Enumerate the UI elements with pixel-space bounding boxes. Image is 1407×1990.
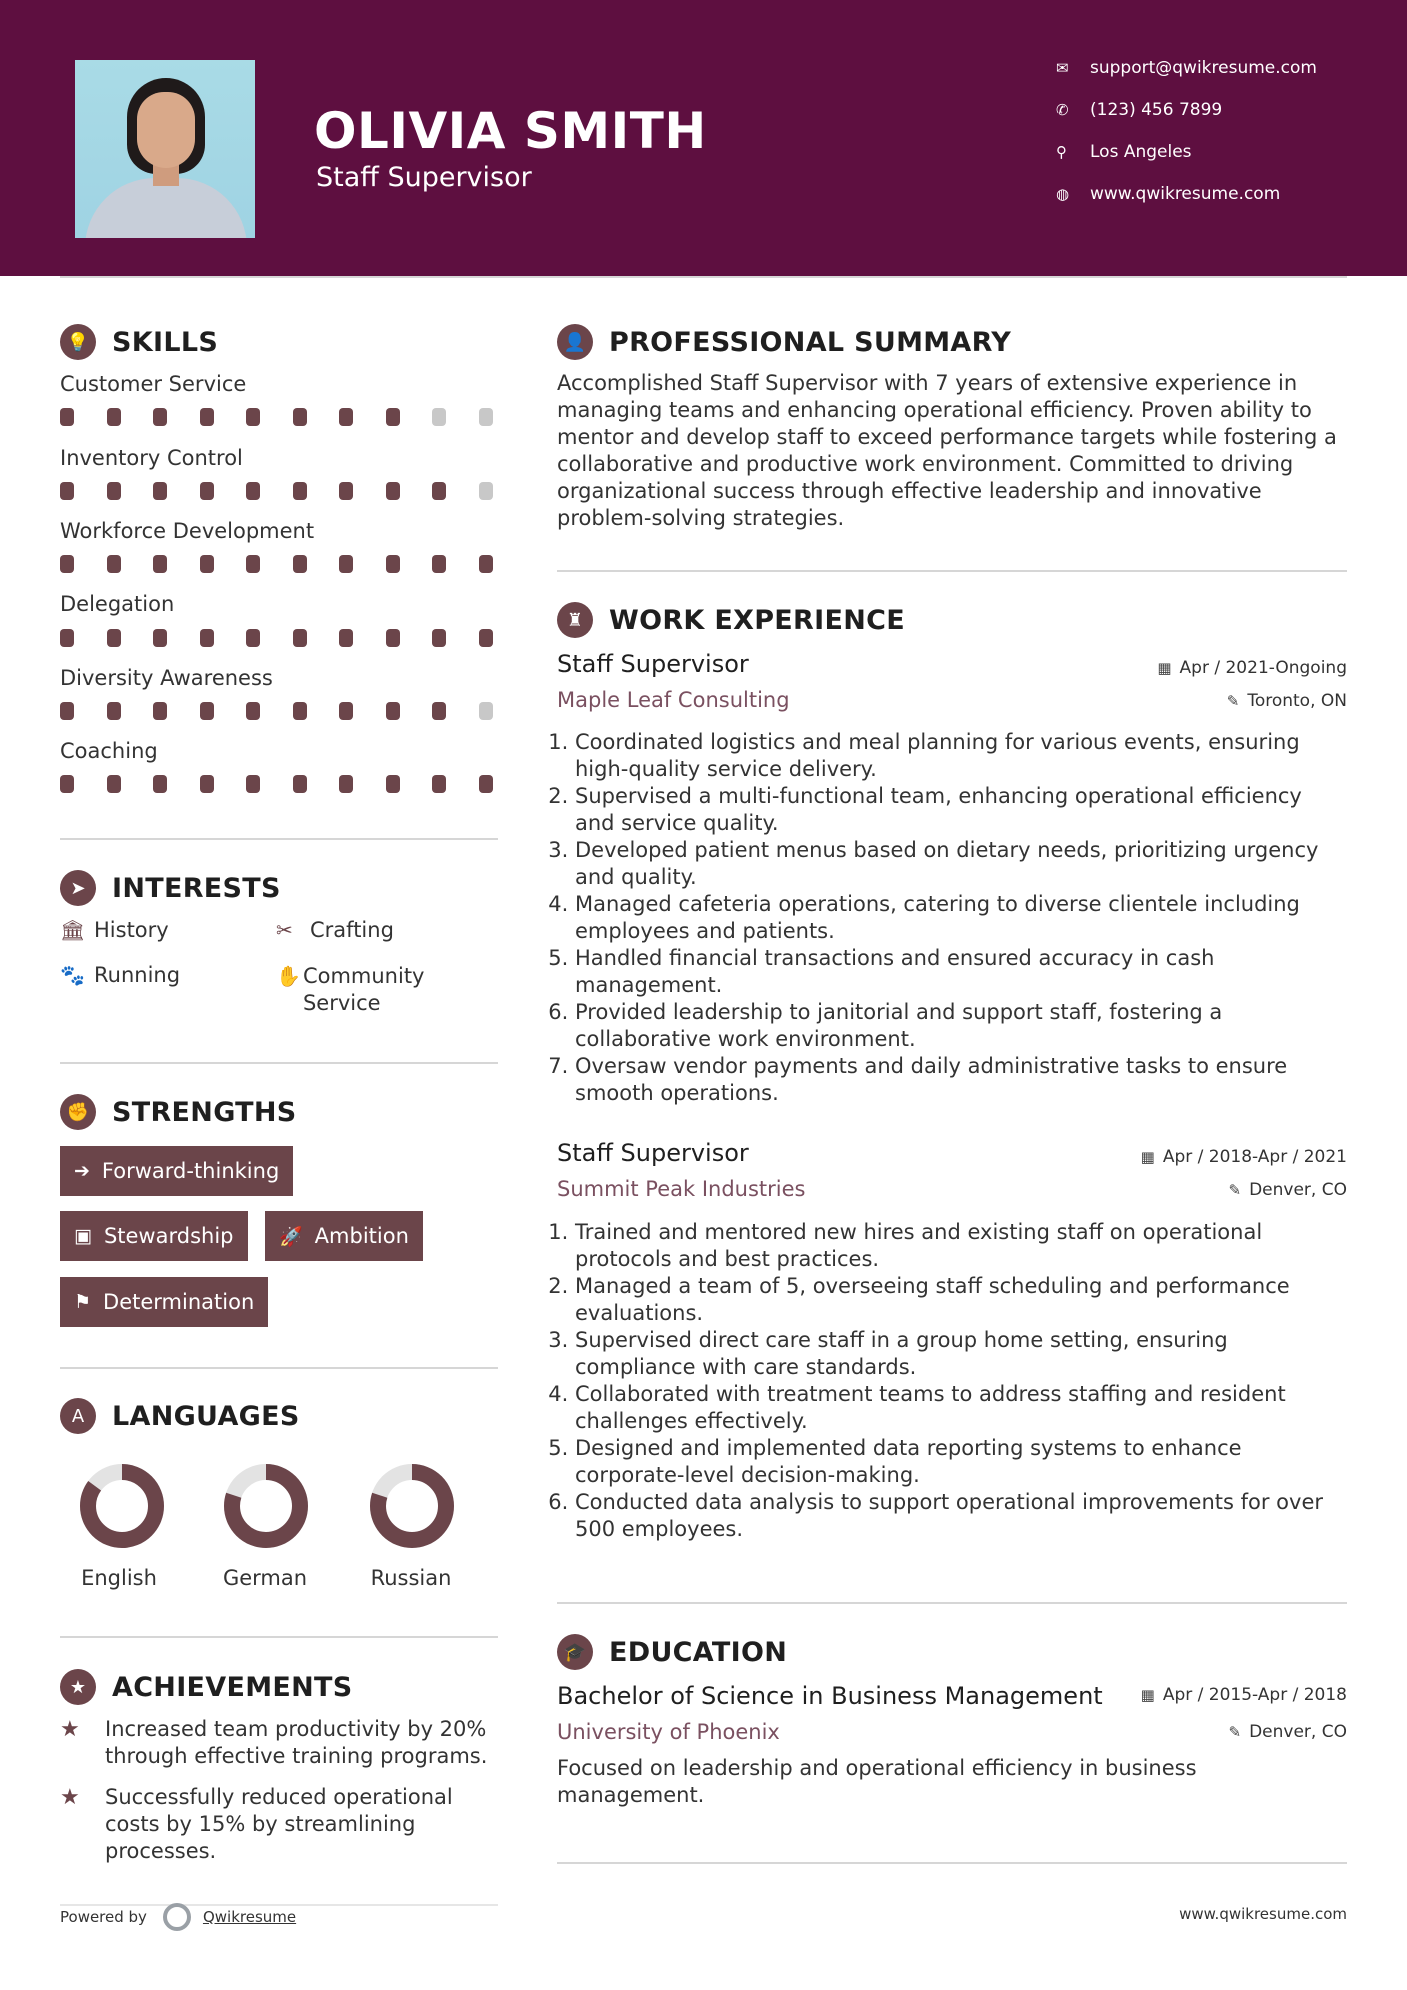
- list-item: 6. Provided leadership to janitorial and support staff, fostering a collaborative work environment.: [575, 999, 1347, 1053]
- calendar-icon: ▦: [1157, 659, 1172, 677]
- list-item: 2. Managed a team of 5, overseeing staff scheduling and performance evaluations.: [575, 1273, 1347, 1327]
- rating-dot-filled: [153, 482, 167, 500]
- pushpin-icon: ✎: [1228, 1723, 1242, 1741]
- rating-dot-filled: [339, 702, 353, 720]
- fist-icon: ✊: [60, 1094, 96, 1130]
- rating-dot-filled: [386, 408, 400, 426]
- skills-heading: 💡 SKILLS: [60, 324, 218, 360]
- rating-dot-filled: [479, 775, 493, 793]
- skill-rating: [60, 702, 500, 720]
- candidate-title: Staff Supervisor: [316, 162, 532, 193]
- rating-dot-filled: [107, 482, 121, 500]
- degree-title: Bachelor of Science in Business Management: [557, 1682, 1103, 1710]
- rating-dot-filled: [153, 555, 167, 573]
- lightbulb-icon: 💡: [60, 324, 96, 360]
- rating-dot-filled: [386, 629, 400, 647]
- rating-dot-filled: [246, 482, 260, 500]
- rating-dot-filled: [60, 555, 74, 573]
- header-divider: [60, 276, 1347, 278]
- office-chair-icon: ♜: [557, 602, 593, 638]
- rating-dot-filled: [293, 775, 307, 793]
- map-pin-icon: ⚲: [1056, 143, 1067, 161]
- strengths-heading: ✊ STRENGTHS: [60, 1094, 297, 1130]
- rating-dot-filled: [339, 775, 353, 793]
- rating-dot-filled: [107, 629, 121, 647]
- company-name: Maple Leaf Consulting: [557, 688, 790, 712]
- list-item: 1. Coordinated logistics and meal planning for various events, ensuring high-quality service delivery.: [575, 729, 1347, 783]
- strength-tag: ⚑ Determination: [60, 1277, 268, 1327]
- rating-dot-filled: [432, 482, 446, 500]
- rating-dot-filled: [432, 629, 446, 647]
- skill-rating: [60, 408, 500, 426]
- rating-dot-filled: [293, 482, 307, 500]
- skill-rating: [60, 629, 500, 647]
- school-name: University of Phoenix: [557, 1720, 780, 1744]
- skill-rating: [60, 775, 500, 793]
- rating-dot-filled: [479, 555, 493, 573]
- interest-item: 🏛 History: [60, 918, 169, 942]
- language-icon: A: [60, 1398, 96, 1434]
- star-badge-icon: ★: [60, 1669, 96, 1705]
- brand-link[interactable]: Qwikresume: [202, 1908, 297, 1926]
- resume-header: [0, 0, 1407, 276]
- job-location: ✎ Toronto, ON: [1226, 691, 1347, 711]
- summary-heading: 👤 PROFESSIONAL SUMMARY: [557, 324, 1011, 360]
- rating-dot-filled: [200, 629, 214, 647]
- skill-rating: [60, 482, 500, 500]
- list-item: 4. Collaborated with treatment teams to address staffing and resident challenges effectively.: [575, 1381, 1347, 1435]
- arrow-right-icon: ➔: [74, 1160, 90, 1182]
- paper-plane-icon: ➤: [60, 870, 96, 906]
- skill-name: Inventory Control: [60, 446, 243, 470]
- rating-dot-empty: [479, 482, 493, 500]
- rating-dot-filled: [339, 555, 353, 573]
- skill-rating: [60, 555, 500, 573]
- rating-dot-filled: [293, 702, 307, 720]
- rating-dot-filled: [246, 775, 260, 793]
- scissors-icon: ✂: [276, 918, 293, 942]
- job-dates: ▦ Apr / 2021-Ongoing: [1157, 658, 1347, 678]
- rating-dot-filled: [107, 408, 121, 426]
- rocket-icon: 🚀: [279, 1225, 303, 1248]
- list-item: 3. Supervised direct care staff in a group home setting, ensuring compliance with care standards.: [575, 1327, 1347, 1381]
- job-bullets: [557, 729, 1347, 1107]
- language-ring: [364, 1458, 460, 1554]
- rating-dot-filled: [386, 775, 400, 793]
- powered-by: Powered by Qwikresume: [60, 1903, 296, 1931]
- rating-dot-filled: [60, 702, 74, 720]
- rating-dot-empty: [479, 702, 493, 720]
- rating-dot-filled: [60, 775, 74, 793]
- globe-icon: ◍: [1056, 185, 1070, 203]
- list-item: 2. Supervised a multi-functional team, enhancing operational efficiency and service quality.: [575, 783, 1347, 837]
- rating-dot-filled: [293, 629, 307, 647]
- rating-dot-filled: [200, 482, 214, 500]
- education-heading: 🎓 EDUCATION: [557, 1634, 787, 1670]
- achievement-item: ★ Successfully reduced operational costs by 15% by streamlining processes.: [60, 1785, 453, 1863]
- list-item: 7. Oversaw vendor payments and daily administrative tasks to ensure smooth operations.: [575, 1053, 1347, 1107]
- rating-dot-filled: [107, 702, 121, 720]
- rating-dot-filled: [479, 629, 493, 647]
- rating-dot-filled: [432, 702, 446, 720]
- candidate-name: OLIVIA SMITH: [314, 102, 707, 160]
- rating-dot-filled: [246, 629, 260, 647]
- rating-dot-filled: [60, 482, 74, 500]
- contact-website[interactable]: ◍ www.qwikresume.com: [1056, 184, 1281, 204]
- contact-phone[interactable]: ✆ (123) 456 7899: [1056, 100, 1223, 120]
- rating-dot-filled: [246, 702, 260, 720]
- calendar-icon: ▦: [1140, 1686, 1155, 1704]
- museum-icon: 🏛: [60, 918, 86, 942]
- skill-name: Customer Service: [60, 372, 247, 396]
- rating-dot-filled: [246, 555, 260, 573]
- rating-dot-filled: [153, 775, 167, 793]
- user-icon: 👤: [557, 324, 593, 360]
- rating-dot-filled: [60, 629, 74, 647]
- rating-dot-filled: [200, 555, 214, 573]
- strength-tag: ▣ Stewardship: [60, 1211, 248, 1261]
- job-location: ✎ Denver, CO: [1228, 1180, 1347, 1200]
- paw-icon: 🐾: [60, 963, 85, 987]
- star-icon: ★: [60, 1785, 80, 1810]
- rating-dot-empty: [479, 408, 493, 426]
- job-bullets: [557, 1219, 1347, 1543]
- job-title: Staff Supervisor: [557, 650, 749, 678]
- hand-icon: ✋: [276, 964, 301, 988]
- skill-name: Delegation: [60, 592, 175, 616]
- calendar-icon: ▦: [1140, 1148, 1155, 1166]
- section-divider: [60, 1636, 498, 1638]
- rating-dot-filled: [60, 408, 74, 426]
- strength-tag: ➔ Forward-thinking: [60, 1146, 293, 1196]
- job-title: Staff Supervisor: [557, 1139, 749, 1167]
- list-item: 5. Designed and implemented data reporting systems to enhance corporate-level decision-making.: [575, 1435, 1347, 1489]
- list-item: 1. Trained and mentored new hires and existing staff on operational protocols and best practices.: [575, 1219, 1347, 1273]
- rating-dot-filled: [107, 555, 121, 573]
- rating-dot-filled: [153, 702, 167, 720]
- section-divider: [60, 1062, 498, 1064]
- interest-item: 🐾 Running: [60, 963, 181, 987]
- languages-heading: A LANGUAGES: [60, 1398, 300, 1434]
- achievements-heading: ★ ACHIEVEMENTS: [60, 1669, 353, 1705]
- footer-site-link[interactable]: www.qwikresume.com: [1179, 1905, 1347, 1923]
- section-divider: [60, 838, 498, 840]
- language-ring: [218, 1458, 314, 1554]
- rating-dot-filled: [339, 482, 353, 500]
- achievement-item: ★ Increased team productivity by 20% through effective training programs.: [60, 1717, 488, 1768]
- interests-heading: ➤ INTERESTS: [60, 870, 281, 906]
- rating-dot-filled: [200, 408, 214, 426]
- rating-dot-filled: [339, 408, 353, 426]
- list-item: 6. Conducted data analysis to support operational improvements for over 500 employees.: [575, 1489, 1347, 1543]
- education-dates: ▦ Apr / 2015-Apr / 2018: [1140, 1685, 1347, 1705]
- experience-heading: ♜ WORK EXPERIENCE: [557, 602, 905, 638]
- rating-dot-filled: [153, 629, 167, 647]
- education-location: ✎ Denver, CO: [1228, 1722, 1347, 1742]
- rating-dot-filled: [200, 702, 214, 720]
- rating-dot-filled: [246, 408, 260, 426]
- rating-dot-filled: [153, 408, 167, 426]
- phone-icon: ✆: [1056, 101, 1069, 119]
- rating-dot-filled: [386, 555, 400, 573]
- pushpin-icon: ✎: [1228, 1181, 1242, 1199]
- contact-location: ⚲ Los Angeles: [1056, 142, 1192, 162]
- qwikresume-logo-icon: [163, 1903, 191, 1931]
- rating-dot-filled: [293, 555, 307, 573]
- section-divider: [60, 1367, 498, 1369]
- rating-dot-empty: [432, 408, 446, 426]
- strength-tag: 🚀 Ambition: [265, 1211, 423, 1261]
- skill-name: Workforce Development: [60, 519, 315, 543]
- rating-dot-filled: [200, 775, 214, 793]
- education-text: Focused on leadership and operational efficiency in business management.: [557, 1756, 1197, 1807]
- rating-dot-filled: [432, 555, 446, 573]
- briefcase-icon: ▣: [74, 1225, 92, 1247]
- language-name: Russian: [370, 1566, 452, 1590]
- skill-name: Diversity Awareness: [60, 666, 273, 690]
- rating-dot-filled: [107, 775, 121, 793]
- summary-text: Accomplished Staff Supervisor with 7 years of extensive experience in managing teams and enhancing operational efficiency. Proven ability to mentor and develop staff to exceed performance targets while fostering a collaborative and productive work environment. Committed to driving organizational success through effective leadership and innovative problem-solving strategies.: [557, 371, 1337, 530]
- rating-dot-filled: [386, 482, 400, 500]
- rating-dot-filled: [432, 775, 446, 793]
- interest-item: ✂ Crafting: [276, 918, 394, 942]
- list-item: 4. Managed cafeteria operations, catering to diverse clientele including employees and patients.: [575, 891, 1347, 945]
- flag-icon: ⚑: [74, 1291, 92, 1313]
- graduation-icon: 🎓: [557, 1634, 593, 1670]
- list-item: 3. Developed patient menus based on dietary needs, prioritizing urgency and quality.: [575, 837, 1347, 891]
- language-name: German: [222, 1566, 308, 1590]
- rating-dot-filled: [293, 408, 307, 426]
- company-name: Summit Peak Industries: [557, 1177, 806, 1201]
- rating-dot-filled: [339, 629, 353, 647]
- list-item: 5. Handled financial transactions and ensured accuracy in cash management.: [575, 945, 1347, 999]
- star-icon: ★: [60, 1717, 80, 1742]
- interest-item: ✋ Community Service: [276, 964, 425, 1015]
- profile-photo: [75, 60, 255, 238]
- rating-dot-filled: [386, 702, 400, 720]
- language-name: English: [81, 1566, 157, 1590]
- envelope-icon: ✉: [1056, 59, 1069, 77]
- job-dates: ▦ Apr / 2018-Apr / 2021: [1140, 1147, 1347, 1167]
- pushpin-icon: ✎: [1226, 692, 1240, 710]
- contact-email[interactable]: ✉ support@qwikresume.com: [1056, 58, 1317, 78]
- section-divider: [557, 570, 1347, 572]
- section-divider: [557, 1602, 1347, 1604]
- skill-name: Coaching: [60, 739, 158, 763]
- section-divider: [557, 1862, 1347, 1864]
- language-ring: [74, 1458, 170, 1554]
